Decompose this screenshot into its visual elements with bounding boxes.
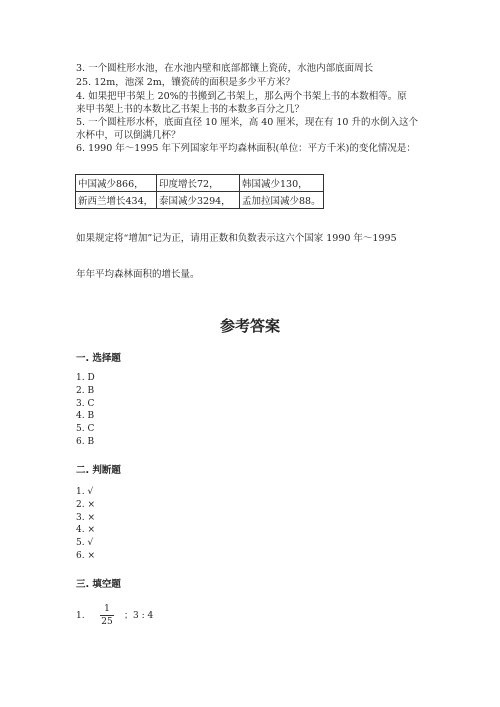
table-cell: 新西兰增长434， xyxy=(76,192,157,209)
q4-line2: 来甲书架上书的本数比乙书架上书的本数多百分之几？ xyxy=(76,104,305,115)
q6-line2: 如果规定将“增加”记为正，请用正数和负数表示这六个国家 1990 年～1995 xyxy=(76,233,397,244)
table-row xyxy=(76,192,324,209)
q6-line3: 年年平均森林面积的增长量。 xyxy=(76,269,200,280)
list-item: 2. × xyxy=(76,499,95,510)
q3-line1: 3. 一个圆柱形水池，在水池内壁和底部都镶上瓷砖，水池内部底面周长 xyxy=(76,63,374,74)
list-item: 3. C xyxy=(76,398,95,409)
fraction-denominator: 25 xyxy=(101,617,113,627)
choice-answers xyxy=(76,372,95,449)
list-item: 1. √ xyxy=(76,487,94,497)
answers-title: 参考答案 xyxy=(219,317,280,335)
list-item: 2. B xyxy=(76,385,95,396)
q6-line1: 6. 1990 年～1995 年下列国家年平均森林面积(单位：平方千米)的变化情况是： xyxy=(76,143,416,154)
section-choice-heading: 一. 选择题 xyxy=(76,353,121,364)
section-fill-heading: 三. 填空题 xyxy=(76,579,121,590)
judge-answers xyxy=(76,486,95,563)
table-cell: 中国减少866， xyxy=(76,175,157,192)
fraction-bar xyxy=(100,615,114,616)
q5-line1: 5. 一个圆柱形水杯，底面直径 10 厘米，高 40 厘米，现在有 10 升的水倒入这个 xyxy=(76,117,418,128)
table-cell: 韩国减少130， xyxy=(240,175,324,192)
list-item: 1. D xyxy=(76,373,95,383)
list-item: 3. × xyxy=(76,512,95,523)
q3-line2: 25. 12m，池深 2m，镶瓷砖的面积是多少平方米？ xyxy=(76,77,295,88)
table-cell: 印度增长72， xyxy=(157,175,240,192)
fraction xyxy=(100,604,114,627)
list-item: 4. × xyxy=(76,525,95,536)
forest-change-table xyxy=(75,174,324,209)
q4-line1: 4. 如果把甲书架上 20%的书搬到乙书架上，那么两个书架上书的本数相等。原 xyxy=(76,91,407,102)
table-cell: 孟加拉国减少88。 xyxy=(240,192,324,209)
fill-answer-number: 1. xyxy=(76,611,85,621)
fill-answer-rest: ；3 : 4 xyxy=(124,611,154,621)
fraction-numerator: 1 xyxy=(104,604,110,614)
list-item: 5. √ xyxy=(76,538,94,549)
list-item: 6. × xyxy=(76,550,95,561)
list-item: 5. C xyxy=(76,424,95,435)
table-cell: 泰国减少3294， xyxy=(157,192,240,209)
list-item: 4. B xyxy=(76,411,95,422)
list-item: 6. B xyxy=(76,436,95,447)
table-row xyxy=(76,175,324,192)
section-judge-heading: 二. 判断题 xyxy=(76,465,121,476)
q5-line2: 水杯中，可以倒满几杯？ xyxy=(76,130,181,141)
